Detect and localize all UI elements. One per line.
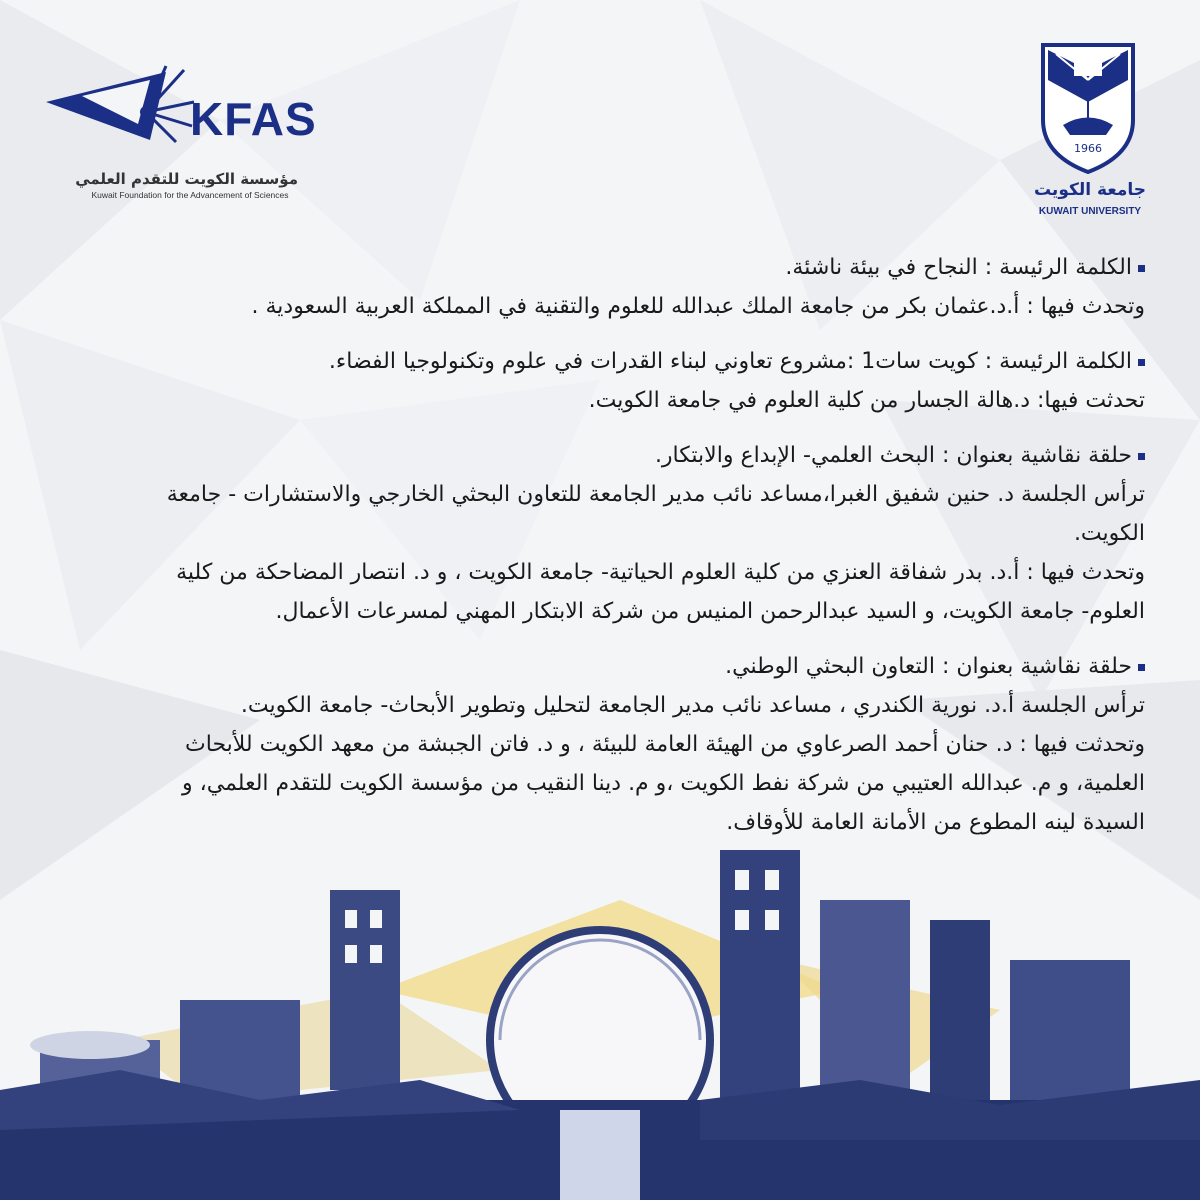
section-panel-1 [40,436,1145,631]
city-skyline-illustration [0,840,1200,1200]
ku-english-name: KUWAIT UNIVERSITY [1038,206,1142,217]
section-line: العلمية، و م. عبدالله العتيبي من شركة نفط الكويت ،و م. دينا النقيب من مؤسسة الكويت للتقدم العلمي، و [182,771,1145,796]
kfas-english-name: Kuwait Foundation for the Advancement of Sciences [91,190,289,200]
bullet-icon [1138,664,1145,671]
kfas-brand-text: KFAS [190,93,317,145]
section-title: حلقة نقاشية بعنوان : التعاون البحثي الوطني. [725,654,1132,679]
section-keynote-2 [40,342,1145,420]
ku-year: 1966 [1074,142,1102,155]
section-line: العلوم- جامعة الكويت، و السيد عبدالرحمن المنيس من شركة الابتكار المهني لمسرعات الأعمال. [275,599,1145,624]
section-line: الكويت. [1073,521,1145,546]
section-line: وتحدث فيها : أ.د.عثمان بكر من جامعة الملك عبدالله للعلوم والتقنية في المملكة العربية السعودية . [251,294,1145,319]
section-line: وتحدث فيها : أ.د. بدر شفاقة العنزي من كلية العلوم الحياتية- جامعة الكويت ، و د. انتصار المضاحكة من كلية [176,560,1145,585]
ku-arabic-name: جامعة الكويت [1033,180,1147,200]
section-line: ترأس الجلسة أ.د. نورية الكندري ، مساعد نائب مدير الجامعة لتحليل وتطوير الأبحاث- جامعة الكويت. [240,693,1145,718]
kfas-emblem-icon [46,62,196,152]
bullet-icon [1138,453,1145,460]
section-title: حلقة نقاشية بعنوان : البحث العلمي- الإبداع والابتكار. [654,443,1132,468]
section-title: الكلمة الرئيسة : كويت سات1 :مشروع تعاوني لبناء القدرات في علوم وتكنولوجيا الفضاء. [328,349,1132,374]
section-line: ترأس الجلسة د. حنين شفيق الغبرا،مساعد نائب مدير الجامعة للتعاون البحثي الخارجي والاستشارات - جامعة [166,482,1145,507]
program-content [40,248,1145,842]
section-panel-2 [40,647,1145,842]
kfas-logo [40,62,317,200]
bullet-icon [1138,359,1145,366]
section-title: الكلمة الرئيسة : النجاح في بيئة ناشئة. [785,255,1132,280]
kfas-arabic-name: مؤسسة الكويت للتقدم العلمي [75,170,298,188]
kuwait-university-logo [1030,40,1150,220]
section-line: وتحدثت فيها : د. حنان أحمد الصرعاوي من الهيئة العامة للبيئة ، و د. فاتن الجبشة من معهد الكويت للأبحاث [185,732,1145,757]
ku-shield-icon [1038,40,1138,175]
bullet-icon [1138,265,1145,272]
section-line: تحدثت فيها: د.هالة الجسار من كلية العلوم في جامعة الكويت. [588,388,1145,413]
section-line: السيدة لينه المطوع من الأمانة العامة للأوقاف. [726,810,1145,835]
section-keynote-1 [40,248,1145,326]
